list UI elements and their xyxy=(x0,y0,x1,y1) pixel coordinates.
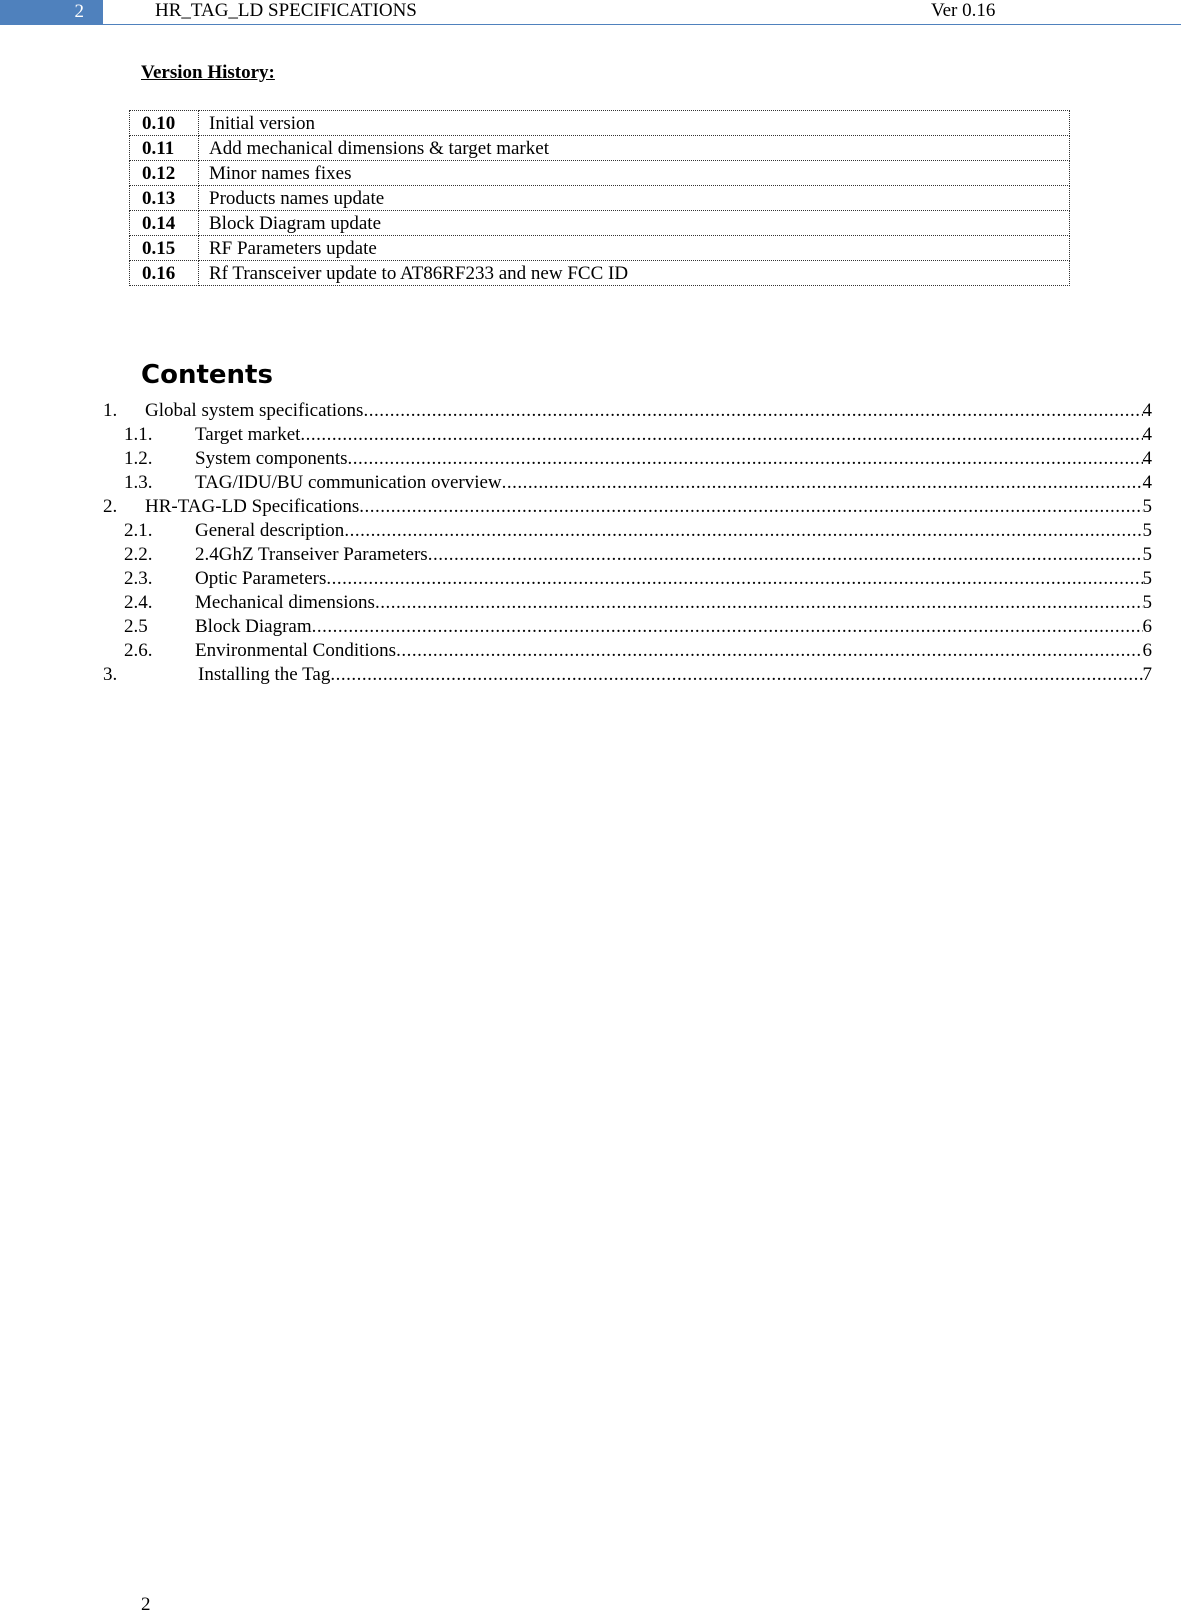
toc-entry-number: 1.2. xyxy=(124,448,153,469)
toc-leader-dots xyxy=(428,543,1143,567)
toc-leader-dots xyxy=(312,615,1143,639)
description-cell: Minor names fixes xyxy=(199,161,1070,186)
toc-entry-page: 5 xyxy=(1142,496,1152,517)
toc-entry-title: Global system specifications xyxy=(145,400,364,421)
table-row xyxy=(130,211,1070,236)
footer-page-number: 2 xyxy=(141,1594,151,1615)
toc-entry[interactable] xyxy=(0,519,1181,543)
toc-entry-title: System components xyxy=(195,448,348,469)
toc-entry-title: Block Diagram xyxy=(195,616,312,637)
version-history-table xyxy=(129,110,1070,286)
toc-leader-dots xyxy=(300,423,1142,447)
toc-entry-title: Optic Parameters xyxy=(195,568,327,589)
version-cell: 0.10 xyxy=(130,111,199,136)
table-row xyxy=(130,161,1070,186)
version-cell: 0.13 xyxy=(130,186,199,211)
toc-leader-dots xyxy=(502,471,1143,495)
description-cell: Add mechanical dimensions & target market xyxy=(199,136,1070,161)
toc-entry[interactable] xyxy=(0,447,1181,471)
toc-entry-number: 2. xyxy=(103,496,118,517)
toc-leader-dots xyxy=(359,495,1142,519)
toc-leader-dots xyxy=(396,639,1142,663)
table-row xyxy=(130,236,1070,261)
version-history-heading: Version History: xyxy=(141,62,275,83)
toc-entry-page: 6 xyxy=(1142,640,1152,661)
toc-entry-number: 2.1. xyxy=(124,520,153,541)
version-cell: 0.14 xyxy=(130,211,199,236)
document-title: HR_TAG_LD SPECIFICATIONS xyxy=(155,0,417,21)
toc-entry-title: Target market xyxy=(195,424,301,445)
toc-entry[interactable] xyxy=(0,639,1181,663)
table-row xyxy=(130,111,1070,136)
toc-entry-number: 1.3. xyxy=(124,472,153,493)
toc-entry-page: 7 xyxy=(1142,664,1152,685)
toc-leader-dots xyxy=(330,663,1142,687)
description-cell: Initial version xyxy=(199,111,1070,136)
toc-entry-title: Installing the Tag xyxy=(198,664,331,685)
description-cell: RF Parameters update xyxy=(199,236,1070,261)
toc-entry-page: 5 xyxy=(1142,520,1152,541)
toc-entry[interactable] xyxy=(0,495,1181,519)
toc-entry-title: HR-TAG-LD Specifications xyxy=(145,496,360,517)
version-cell: 0.12 xyxy=(130,161,199,186)
description-cell: Block Diagram update xyxy=(199,211,1070,236)
toc-entry-title: Environmental Conditions xyxy=(195,640,397,661)
toc-leader-dots xyxy=(363,399,1142,423)
toc-entry[interactable] xyxy=(0,663,1181,687)
version-cell: 0.16 xyxy=(130,261,199,286)
description-cell: Products names update xyxy=(199,186,1070,211)
toc-leader-dots xyxy=(348,447,1143,471)
toc-entry[interactable] xyxy=(0,423,1181,447)
table-row xyxy=(130,261,1070,286)
toc-entry-number: 2.2. xyxy=(124,544,153,565)
toc-entry[interactable] xyxy=(0,591,1181,615)
toc-entry-number: 2.5 xyxy=(124,616,148,637)
header-page-number: 2 xyxy=(0,0,103,24)
toc-entry-page: 4 xyxy=(1142,448,1152,469)
contents-heading: Contents xyxy=(141,360,273,390)
toc-entry-number: 2.6. xyxy=(124,640,153,661)
toc-entry[interactable] xyxy=(0,399,1181,423)
toc-entry[interactable] xyxy=(0,543,1181,567)
toc-entry-number: 1. xyxy=(103,400,118,421)
document-version: Ver 0.16 xyxy=(931,0,996,21)
toc-entry-title: TAG/IDU/BU communication overview xyxy=(195,472,502,493)
page-header xyxy=(0,0,1181,25)
toc-entry-page: 4 xyxy=(1142,400,1152,421)
toc-entry[interactable] xyxy=(0,471,1181,495)
toc-entry-number: 2.3. xyxy=(124,568,153,589)
table-row xyxy=(130,136,1070,161)
toc-entry-number: 3. xyxy=(103,664,118,685)
toc-entry-title: Mechanical dimensions xyxy=(195,592,375,613)
version-cell: 0.11 xyxy=(130,136,199,161)
toc-entry-page: 4 xyxy=(1142,472,1152,493)
toc-leader-dots xyxy=(344,519,1142,543)
toc-leader-dots xyxy=(375,591,1143,615)
toc-entry-page: 5 xyxy=(1142,592,1152,613)
toc-entry-title: General description xyxy=(195,520,345,541)
toc-entry[interactable] xyxy=(0,615,1181,639)
description-cell: Rf Transceiver update to AT86RF233 and new FCC ID xyxy=(199,261,1070,286)
table-row xyxy=(130,186,1070,211)
toc-entry-title: 2.4GhZ Transeiver Parameters xyxy=(195,544,428,565)
toc-entry-page: 5 xyxy=(1142,544,1152,565)
toc-entry-page: 6 xyxy=(1142,616,1152,637)
toc-entry-number: 1.1. xyxy=(124,424,153,445)
toc-entry-page: 4 xyxy=(1142,424,1152,445)
toc-entry-page: 5 xyxy=(1142,568,1152,589)
toc-leader-dots xyxy=(326,567,1142,591)
toc-entry-number: 2.4. xyxy=(124,592,153,613)
version-cell: 0.15 xyxy=(130,236,199,261)
toc-entry[interactable] xyxy=(0,567,1181,591)
